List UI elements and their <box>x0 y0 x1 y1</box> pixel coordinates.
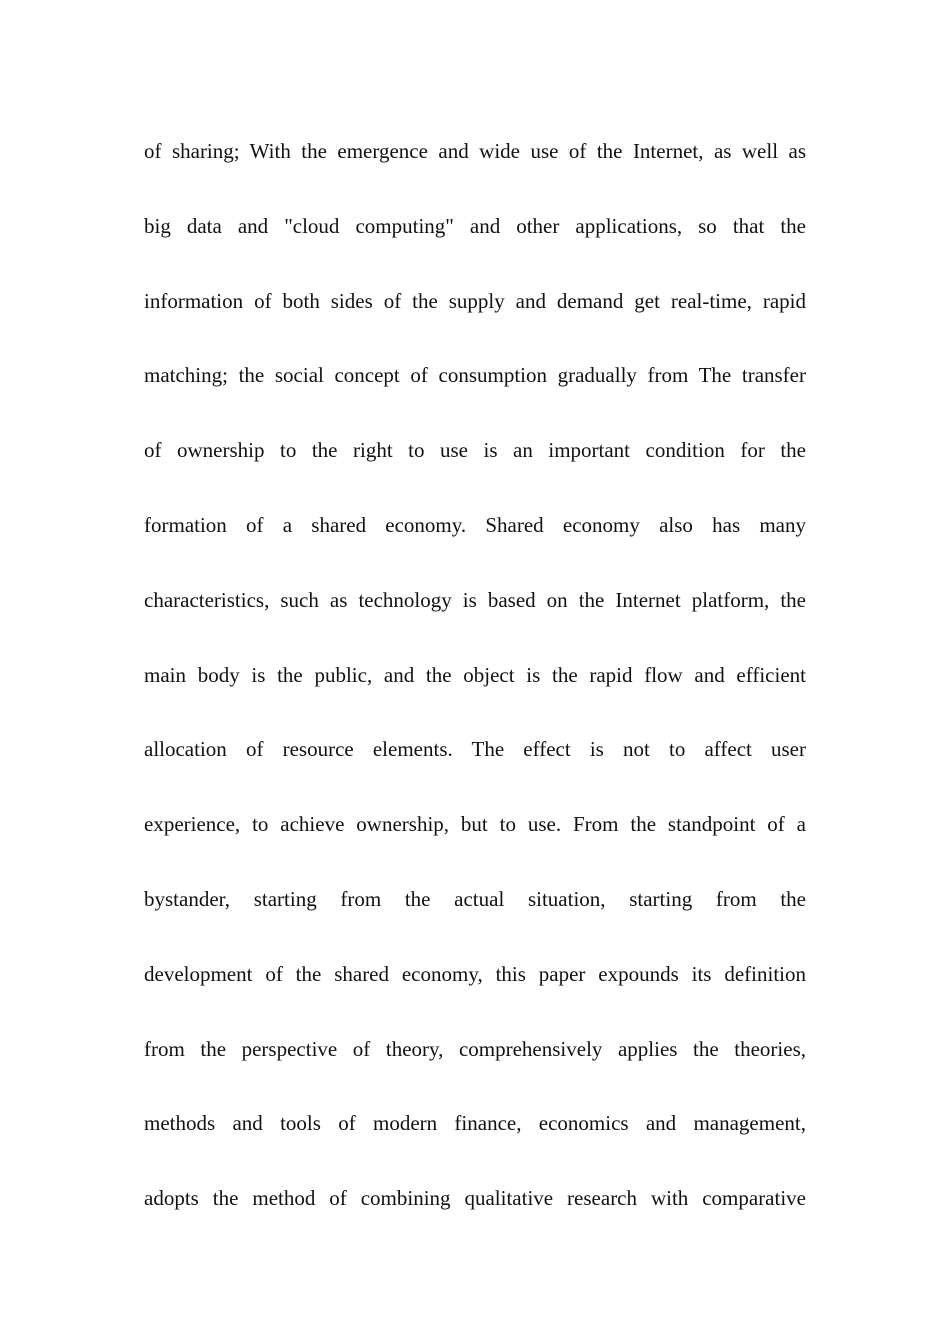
text-line: characteristics, such as technology is based on the Internet platform, the <box>144 587 806 612</box>
text-line: experience, to achieve ownership, but to use. From the standpoint of a <box>144 812 806 837</box>
text-line: of sharing; With the emergence and wide use of the Internet, as well as <box>144 139 806 163</box>
text-line: methods and tools of modern finance, economics and management, <box>144 1111 806 1136</box>
text-line: bystander, starting from the actual situation, starting from the <box>144 886 806 911</box>
text-line: development of the shared economy, this paper expounds its definition <box>144 961 806 986</box>
text-line: allocation of resource elements. The effect is not to affect user <box>144 737 806 762</box>
body-paragraph <box>144 132 806 1254</box>
text-line: big data and "cloud computing" and other applications, so that the <box>144 213 806 238</box>
text-line: information of both sides of the supply and demand get real-time, rapid <box>144 288 806 313</box>
text-line: formation of a shared economy. Shared economy also has many <box>144 512 806 537</box>
text-line: matching; the social concept of consumption gradually from The transfer <box>144 363 806 388</box>
text-line: main body is the public, and the object is the rapid flow and efficient <box>144 662 806 687</box>
text-line: from the perspective of theory, comprehensively applies the theories, <box>144 1036 806 1061</box>
text-line: of ownership to the right to use is an important condition for the <box>144 438 806 463</box>
text-line: adopts the method of combining qualitative research with comparative <box>144 1186 806 1211</box>
